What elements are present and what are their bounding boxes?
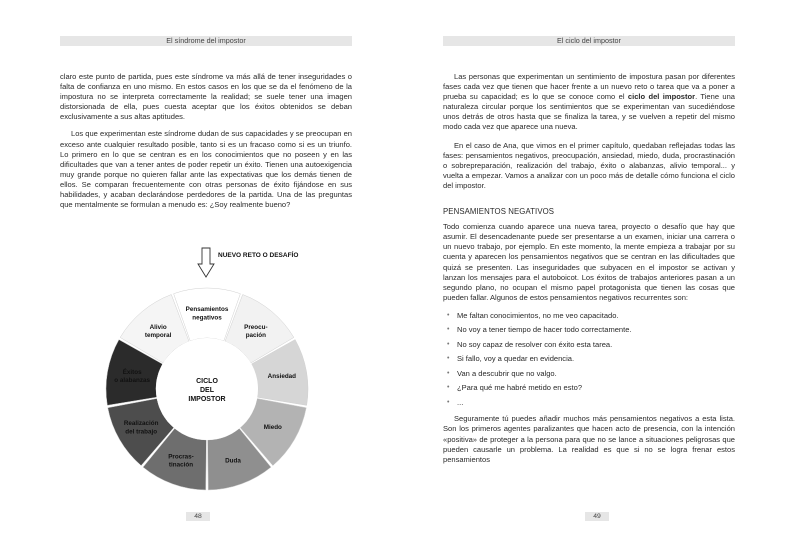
cycle-center-label-line: DEL bbox=[200, 387, 214, 394]
bullet-text: ... bbox=[457, 397, 464, 407]
bullet-item bbox=[443, 352, 735, 367]
bullet-dot-icon: • bbox=[447, 326, 450, 334]
section-heading: PENSAMIENTOS NEGATIVOS bbox=[443, 207, 555, 217]
cycle-segment-label-line: del trabajo bbox=[125, 428, 158, 436]
cycle-segment-label-line: Preocu- bbox=[244, 323, 268, 331]
page-number: 48 bbox=[186, 512, 210, 521]
paragraph: Seguramente tú puedes añadir muchos más pensamientos negativos a esta lista. Son los primeros agentes paralizantes que hacen acto de presencia, con la intención «positiva» de proteger a la persona para que no se lance a situaciones peligrosas que pueden causarle un problema. La realidad es que si no se logra frenar estos pensamientos bbox=[443, 414, 735, 464]
bullet-dot-icon: • bbox=[447, 398, 450, 406]
cycle-segment-label-line: temporal bbox=[144, 332, 172, 340]
impostor-cycle-diagram bbox=[0, 245, 396, 495]
cycle-segment-label bbox=[124, 420, 159, 435]
bullet-text: Si fallo, voy a quedar en evidencia. bbox=[457, 354, 575, 364]
cycle-segment-label bbox=[168, 454, 194, 469]
cycle-segment-label-line: Pensamientos bbox=[185, 306, 229, 314]
bullet-dot-icon: • bbox=[447, 384, 450, 392]
bullet-dot-icon: • bbox=[447, 311, 450, 319]
down-arrow-icon bbox=[198, 248, 214, 277]
cycle-segment-label bbox=[225, 458, 241, 465]
body-text bbox=[60, 72, 352, 210]
paragraph: Todo comienza cuando aparece una nueva tarea, proyecto o desafío que hay que asumir. El desencadenante puede ser presentarse a un examen, iniciar una carrera o un nuevo trabajo, por ejemplo. En este momento, la mente empieza a trabajar por su cuenta y aparecen los pensamientos negativos que se centran en las dificultades que quizá se presenten. Las inseguridades que subyacen en el impostor se activan y lanzan los mensajes para el autoboicot. Los éxitos de trabajos anteriores pasan a un segundo plano, no ocupan el mismo papel protagonista que tienen las cosas que pueden fallar. Algunos de estos pensamientos negativos recurrentes son: bbox=[443, 222, 735, 302]
paragraph: Los que experimentan este síndrome dudan de sus capacidades y se preocupan en exceso ante cualquier resultado posible, tanto si es un fracaso como si es un triunfo. Lo primero en lo que se centran es en los conocimientos que no poseen y en las dificultades que van a tener antes de poder repetir un éxito. Tienen una autoexigencia muy grande porque no quieren fallar ante las expectativas que los demás tienen de ellos. Se comparan frecuentemente con otras personas de éxito fijándose en sus habilidades, y acaban declarándose perdedores de la partida. Una de las preguntas que mentalmente se formulan a menudo es: ¿Soy realmente bueno? bbox=[60, 129, 352, 210]
bullet-item bbox=[443, 396, 735, 411]
cycle-center-label-line: CICLO bbox=[196, 378, 218, 385]
new-challenge-label: NUEVO RETO O DESAFÍO bbox=[218, 252, 299, 259]
bullet-text: Me faltan conocimientos, no me veo capacitado. bbox=[457, 310, 619, 320]
bullet-list bbox=[443, 309, 735, 411]
cycle-segment-label-line: Ansiedad bbox=[267, 373, 297, 381]
bullet-dot-icon: • bbox=[447, 355, 450, 363]
cycle-segment-label-line: tinación bbox=[168, 461, 194, 469]
cycle-center-label-line: IMPOSTOR bbox=[188, 396, 226, 403]
paragraph-text: Las personas que experimentan un sentimiento de impostura pasan por diferentes fases cada vez que tienen que hacer frente a un nuevo reto o tarea que va a poner a prueba su capacidad; es lo que se conoce como el bbox=[443, 72, 735, 102]
cycle-segment-label-line: Duda bbox=[225, 457, 241, 465]
cycle-segment-label bbox=[244, 324, 267, 339]
bullet-text: Van a descubrir que no valgo. bbox=[457, 368, 557, 378]
bullet-text: No voy a tener tiempo de hacer todo correctamente. bbox=[457, 325, 632, 335]
cycle-segment-label bbox=[268, 373, 296, 380]
cycle-segment-label-line: o alabanzas bbox=[114, 377, 151, 385]
paragraph bbox=[443, 72, 735, 133]
bullet-dot-icon: • bbox=[447, 369, 450, 377]
bold-term: ciclo del impostor bbox=[627, 92, 696, 102]
running-head: El ciclo del impostor bbox=[443, 36, 735, 46]
bullet-item bbox=[443, 309, 735, 324]
right-page bbox=[396, 0, 792, 551]
cycle-segment-label-line: negativos bbox=[192, 314, 222, 322]
paragraph-text: . Tiene una naturaleza circular porque los sentimientos que se experimentan van sucediéndose unos detrás de otros hasta que se finaliza la tarea, y se vuelven a repetir del mismo modo cada vez que aparece una nueva. bbox=[443, 92, 735, 132]
body-text bbox=[443, 72, 735, 465]
paragraph: En el caso de Ana, que vimos en el primer capítulo, quedaban reflejadas todas las fases: pensamientos negativos, preocupación, ansiedad, miedo, duda, procrastinación o sobrepreparación, realización del trabajo, éxito o alabanzas, alivio temporal... y vuelta a empezar. Vamos a analizar con un poco más de detalle cómo funciona el ciclo del impostor. bbox=[443, 140, 735, 190]
cycle-segment-label bbox=[264, 424, 282, 431]
bullet-text: ¿Para qué me habré metido en esto? bbox=[457, 383, 583, 393]
bullet-item bbox=[443, 367, 735, 382]
bullet-item bbox=[443, 338, 735, 353]
cycle-segment-label-line: Miedo bbox=[263, 424, 282, 432]
paragraph: claro este punto de partida, pues este síndrome va más allá de tener inseguridades o falta de confianza en uno mismo. En estos casos en los que se da el fenómeno de la impostura no se interpreta correctamente la realidad; se suele tener una imagen distorsionada de ella, pues cuesta aceptar que los éxitos obtenidos se deban exclusivamente a sus altas aptitudes. bbox=[60, 72, 352, 122]
cycle-segment-label-line: Alivio bbox=[149, 323, 167, 331]
bullet-dot-icon: • bbox=[447, 340, 450, 348]
cycle-segment-label-line: Procras- bbox=[168, 453, 194, 461]
bullet-item bbox=[443, 323, 735, 338]
cycle-segment-label-line: pación bbox=[245, 332, 267, 340]
bullet-item bbox=[443, 381, 735, 396]
bullet-text: No soy capaz de resolver con éxito esta tarea. bbox=[457, 339, 613, 349]
cycle-segment-label-line: Éxitos bbox=[122, 368, 142, 376]
running-head: El síndrome del impostor bbox=[60, 36, 352, 46]
page-number: 49 bbox=[585, 512, 609, 521]
cycle-segment-label-line: Realización bbox=[123, 420, 159, 428]
